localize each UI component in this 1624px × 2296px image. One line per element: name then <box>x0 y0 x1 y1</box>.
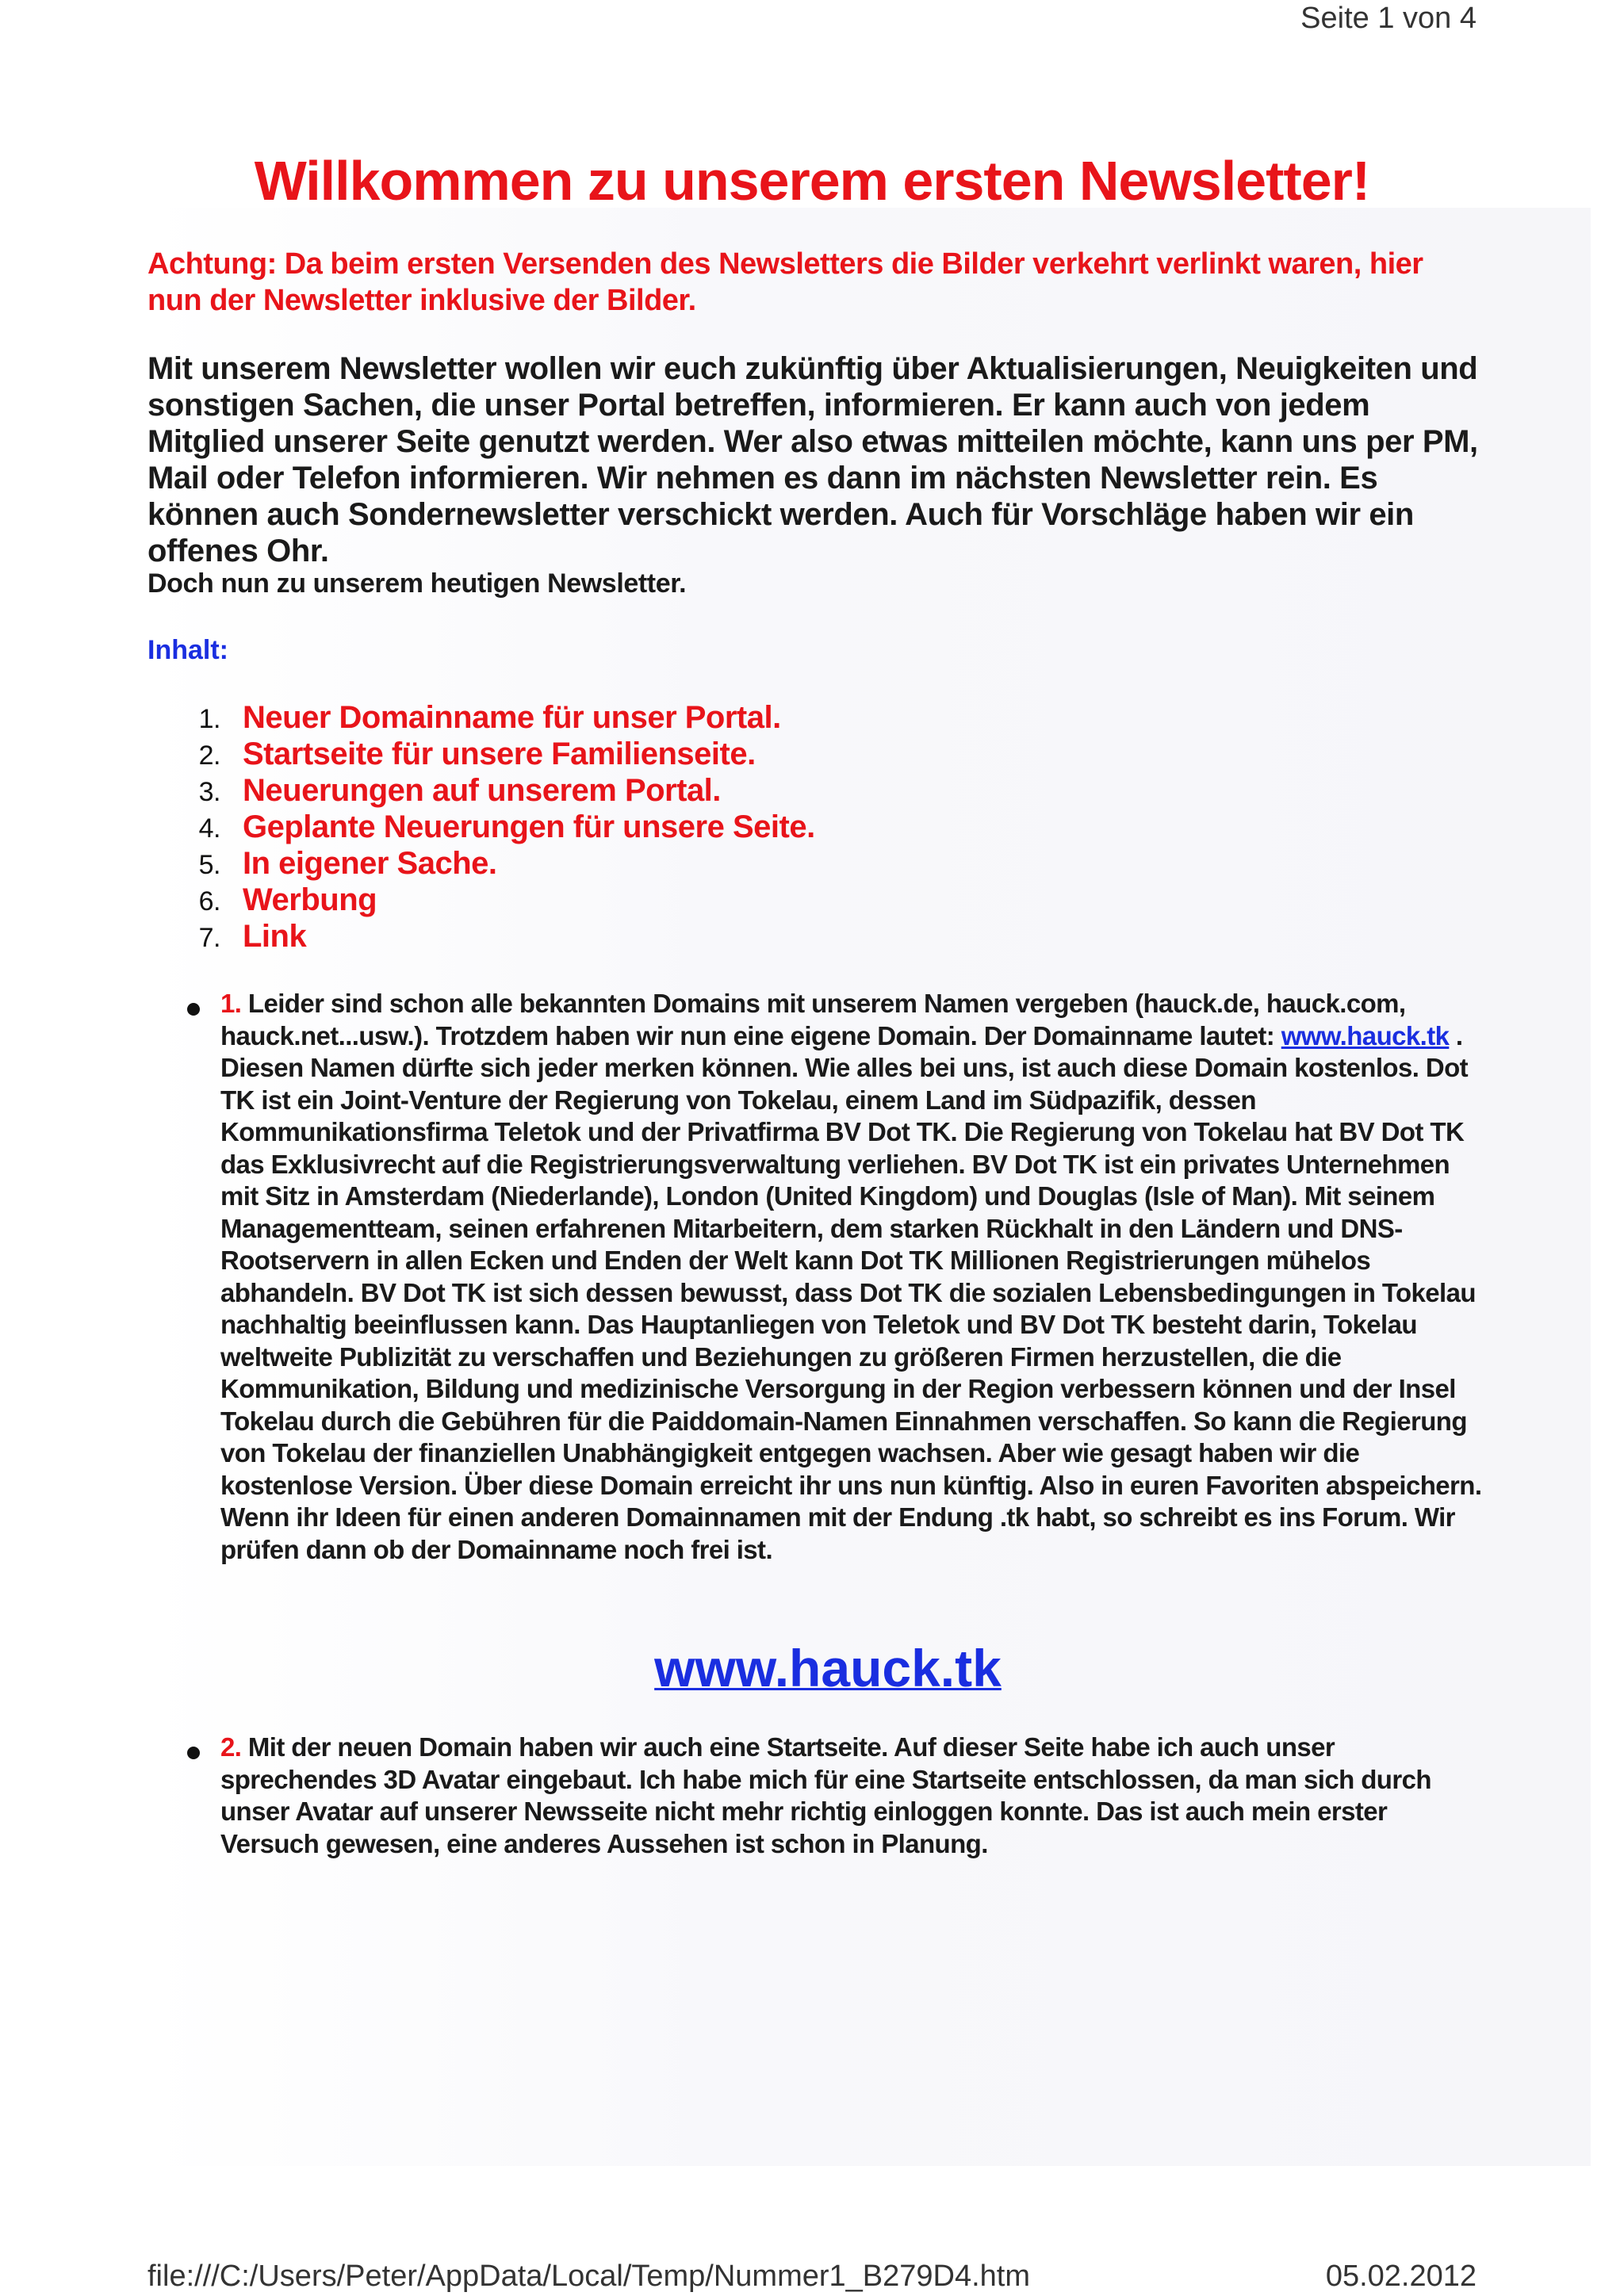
page-title: Willkommen zu unserem ersten Newsletter! <box>254 150 1370 212</box>
toc-item-number: 6. <box>198 886 220 916</box>
section-2-text: Mit der neuen Domain haben wir auch eine Startseite. Auf dieser Seite habe ich auch unser sprechendes 3D Avatar eingebaut. Ich habe mich für eine Startseite entschlossen, da man sich durch unser Avatar auf unserer Newsseite nicht mehr richtig einloggen konnte. Das ist auch mein erster Versuch gewesen, eine anderes Aussehen ist schon in Planung. <box>220 1732 1431 1858</box>
page-indicator: Seite 1 von 4 <box>1300 2 1477 35</box>
toc-item[interactable] <box>147 845 815 882</box>
toc-item[interactable] <box>147 809 815 845</box>
section-1-text-before: Leider sind schon alle bekannten Domains mit unserem Namen vergeben (hauck.de, hauck.com, hauck.net...usw.). Trotzdem haben wir nun eine eigene Domain. Der Domainname lautet: <box>220 989 1406 1050</box>
toc-item[interactable] <box>147 772 815 809</box>
toc-item-number: 5. <box>198 850 220 880</box>
section-1-number: 1. <box>220 989 242 1018</box>
lead-text: Doch nun zu unserem heutigen Newsletter. <box>147 568 687 599</box>
toc-item-number: 4. <box>198 813 220 844</box>
toc-list <box>147 699 815 955</box>
toc-item[interactable] <box>147 699 815 736</box>
toc-item-label[interactable]: Neuer Domainname für unser Portal. <box>243 700 781 735</box>
bullet-icon <box>187 1747 200 1759</box>
big-domain-link[interactable]: www.hauck.tk <box>654 1639 1002 1697</box>
toc-item-number: 7. <box>198 923 220 953</box>
toc-item-label[interactable]: Neuerungen auf unserem Portal. <box>243 773 721 808</box>
toc-item-number: 2. <box>198 740 220 771</box>
bullet-icon <box>187 1003 200 1016</box>
section-1-text-after: . Diesen Namen dürfte sich jeder merken können. Wie alles bei uns, ist auch diese Domain kostenlos. Dot TK ist ein Joint-Venture der Regierung von Tokelau, einem Land im Südpazifik, dessen Kommunikationsfirma Teletok und der Privatfirma BV Dot TK. Die Regierung von Tokelau hat BV Dot TK das Exklusivrecht auf die Registrierungsverwaltung verliehen. BV Dot TK ist ein privates Unternehmen mit Sitz in Amsterdam (Niederlande), London (United Kingdom) und Douglas (Isle of Man). Mit seinem Managementteam, seinen erfahrenen Mitarbeitern, dem starken Rückhalt in den Ländern und DNS-Rootservern in allen Ecken und Enden der Welt kann Dot TK Millionen Registrierungen mühelos abhandeln. BV Dot TK ist sich dessen bewusst, dass Dot TK die sozialen Lebensbedingungen in Tokelau nachhaltig beeinflussen kann. Das Hauptanliegen von Teletok und BV Dot TK besteht darin, Tokelau weltweite Publizität zu verschaffen und Beziehungen zu größeren Firmen herzustellen, die die Kommunikation, Bildung und medizinische Versorgung in der Region verbessern können und der Insel Tokelau durch die Gebühren für die Paiddomain-Namen Einnahmen verschaffen. So kann die Regierung von Tokelau der finanziellen Unabhängigkeit entgegen wachsen. Aber wie gesagt haben wir die kostenlose Version. Über diese Domain erreicht ihr uns nun künftig. Also in euren Favoriten abspeichern. Wenn ihr Ideen für einen anderen Domainnamen mit der Endung .tk habt, so schreibt es ins Forum. Wir prüfen dann ob der Domainname noch frei ist. <box>220 1020 1482 1564</box>
section-2-paragraph <box>220 1732 1489 1860</box>
toc-item[interactable] <box>147 918 815 955</box>
toc-item-number: 3. <box>198 777 220 807</box>
domain-link[interactable]: www.hauck.tk <box>1281 1020 1450 1050</box>
big-domain-link-wrap <box>0 1636 1624 1700</box>
footer-file-path: file:///C:/Users/Peter/AppData/Local/Temp/Nummer1_B279D4.htm <box>147 2260 1031 2293</box>
footer-date: 05.02.2012 <box>1325 2260 1477 2293</box>
toc-item-label[interactable]: In eigener Sache. <box>243 846 497 881</box>
notice-text: Achtung: Da beim ersten Versenden des Newsletters die Bilder verkehrt verlinkt waren, hier nun der Newsletter inklusive der Bilder. <box>147 247 1423 317</box>
toc-item[interactable] <box>147 882 815 918</box>
toc-item-label[interactable]: Werbung <box>243 882 377 917</box>
toc-item-number: 1. <box>198 704 220 734</box>
toc-item-label[interactable]: Geplante Neuerungen für unsere Seite. <box>243 809 815 844</box>
toc-item[interactable] <box>147 736 815 772</box>
toc-item-label[interactable]: Link <box>243 919 307 954</box>
toc-item-label[interactable]: Startseite für unsere Familienseite. <box>243 737 756 771</box>
section-1-paragraph <box>220 988 1489 1566</box>
toc-heading: Inhalt: <box>147 635 228 665</box>
section-2-number: 2. <box>220 1732 242 1762</box>
intro-paragraph: Mit unserem Newsletter wollen wir euch zukünftig über Aktualisierungen, Neuigkeiten und sonstigen Sachen, die unser Portal betreffen, informieren. Er kann auch von jedem Mitglied unserer Seite genutzt werden. Wer also etwas mitteilen möchte, kann uns per PM, Mail oder Telefon informieren. Wir nehmen es dann im nächsten Newsletter rein. Es können auch Sondernewsletter verschickt werden. Auch für Vorschläge haben wir ein offenes Ohr. <box>147 351 1478 568</box>
